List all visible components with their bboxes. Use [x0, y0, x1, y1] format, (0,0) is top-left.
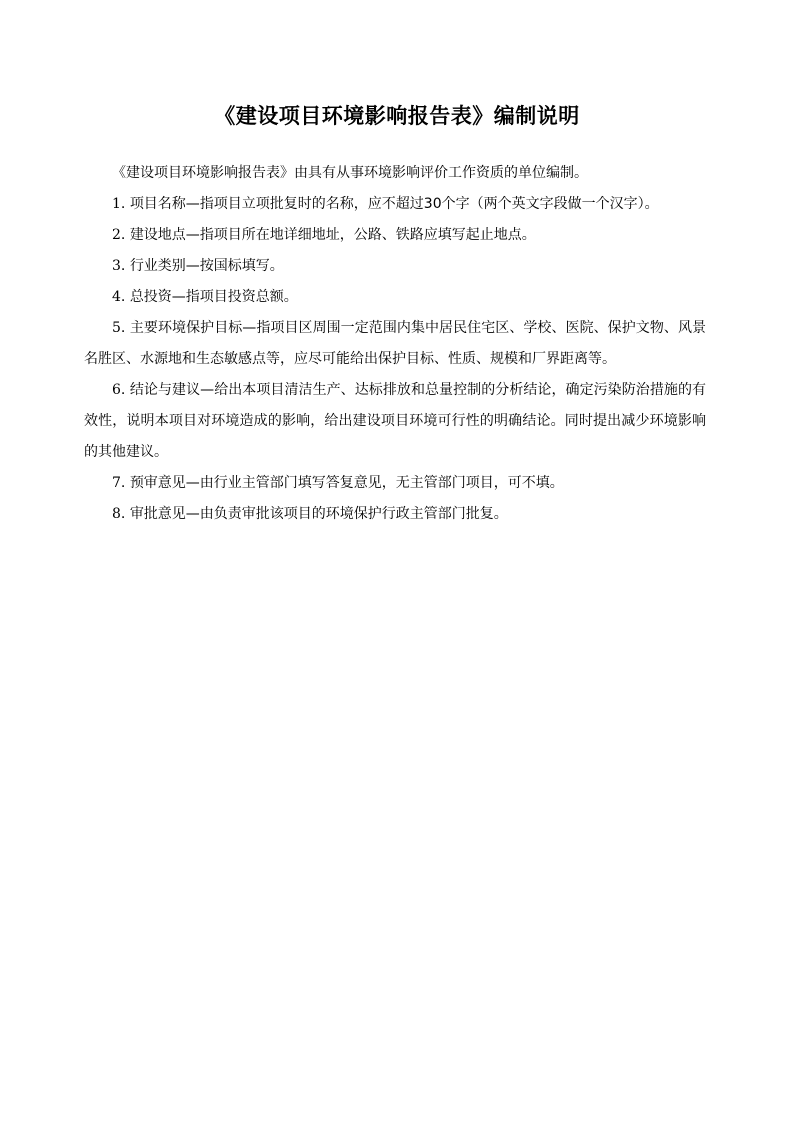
list-item [84, 282, 706, 313]
list-item [84, 468, 706, 499]
item-text: 建设地点—指项目所在地详细地址，公路、铁路应填写起止地点。 [129, 227, 536, 243]
list-item [84, 220, 706, 251]
item-number: 8. [112, 506, 126, 522]
item-text: 审批意见—由负责审批该项目的环境保护行政主管部门批复。 [129, 506, 508, 522]
item-text: 项目名称—指项目立项批复时的名称，应不超过30个字（两个英文字段做一个汉字）。 [129, 196, 659, 212]
list-item [84, 499, 706, 530]
intro-paragraph: 《建设项目环境影响报告表》由具有从事环境影响评价工作资质的单位编制。 [112, 165, 588, 181]
item-number: 7. [112, 475, 126, 491]
page-title: 《建设项目环境影响报告表》编制说明 [214, 103, 580, 128]
document-body [84, 158, 706, 530]
list-item [84, 313, 706, 375]
item-number: 6. [112, 382, 126, 398]
item-number: 1. [112, 196, 126, 212]
item-number: 5. [112, 320, 126, 336]
item-number: 4. [112, 289, 126, 305]
item-text: 预审意见—由行业主管部门填写答复意见，无主管部门项目，可不填。 [129, 475, 564, 491]
item-text: 总投资—指项目投资总额。 [129, 289, 298, 305]
list-item [84, 189, 706, 220]
item-text: 行业类别—按国标填写。 [129, 258, 284, 274]
item-text: 结论与建议—给出本项目清洁生产、达标排放和总量控制的分析结论，确定污染防治措施的有效性，说明本项目对环境造成的影响，给出建设项目环境可行性的明确结论。同时提出减少环境影响的其他建议。 [84, 382, 707, 460]
item-number: 3. [112, 258, 126, 274]
list-item [84, 251, 706, 282]
list-item [84, 375, 706, 468]
item-text: 主要环境保护目标—指项目区周围一定范围内集中居民住宅区、学校、医院、保护文物、风景名胜区、水源地和生态敏感点等，应尽可能给出保护目标、性质、规模和厂界距离等。 [84, 320, 707, 367]
item-number: 2. [112, 227, 126, 243]
